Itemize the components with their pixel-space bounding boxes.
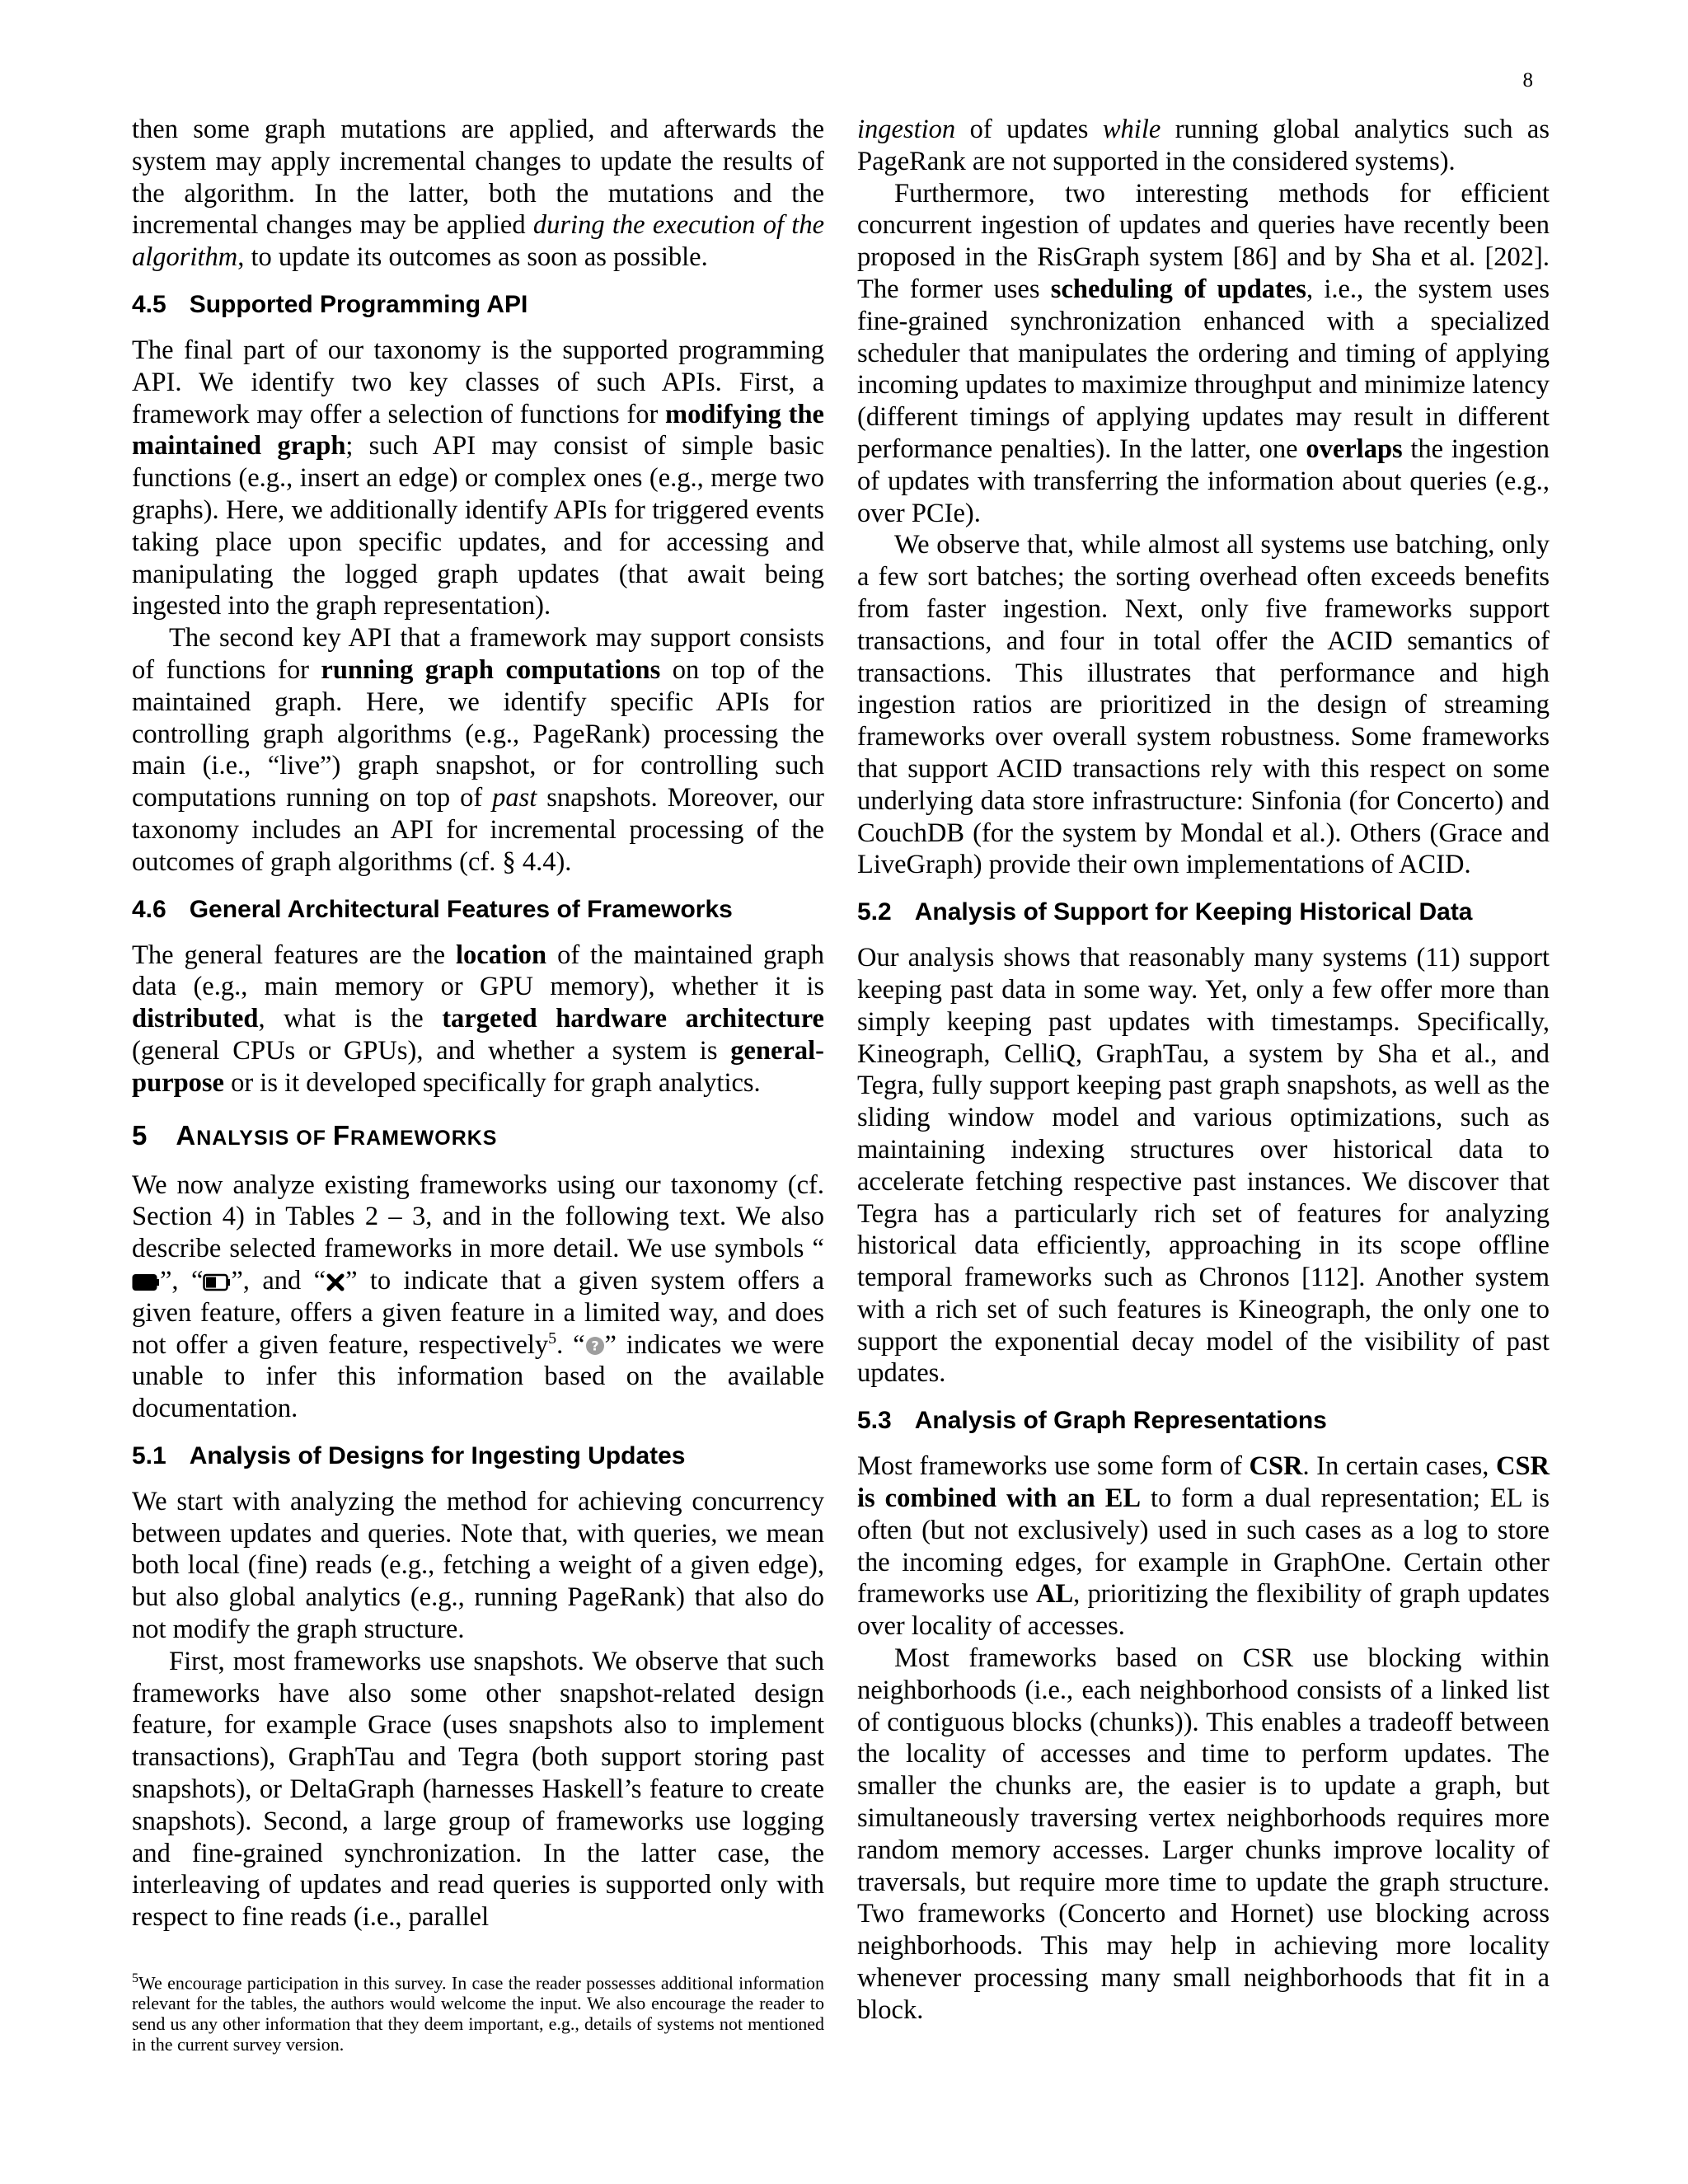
footnote: $^5$We encourage participation in this survey. In case the reader possesses additional information relevant for the tables, the authors would welcome the input. We also encourage the reader to send us any other information that they deem important, e.g., details of systems not mentioned in the current survey version. — [132, 1971, 824, 2055]
section-heading-4-5: 4.5 Supported Programming API — [132, 290, 528, 318]
section-heading-4-6: 4.6 General Architectural Features of Frameworks — [132, 895, 733, 923]
paragraph-observe: We observe that, while almost all systems use batching, only a few sort batches; the sorting overhead often exceeds benefits from faster ingestion. Next, only five frameworks support transactions, and four in total offer the ACID semantics of transactions. This illustrates that performance and high ingestion ratios are prioritized in the design of streaming frameworks over overall system robustness. Some frameworks that support ACID transactions rely with this respect on some underlying data store infrastructure: Sinfonia (for Concerto) and CouchDB (for the system by Mondal et al.). Others (Grace and LiveGraph) provide their own implementations of ACID. — [857, 530, 1550, 880]
full-support-icon — [132, 1273, 160, 1291]
paragraph-ingesting-1: We start with analyzing the method for achieving concurrency between updates and queries. Note that, with queries, we mean both local (fine) reads (e.g., fetching a weight of a given edge), but also global analytics (e.g., running PageRank) that also do not modify the graph structure. — [132, 1486, 824, 1645]
section-heading-5-3: 5.3 Analysis of Graph Representations — [857, 1407, 1327, 1435]
paragraph-api-2: The second key API that a framework may support consists of functions for running graph computations on top of the maintained graph. Here, we identify specific APIs for controlling graph algorithms (e.g., PageRank) processing the main (i.e., “live”) graph snapshot, or for controlling such computations running on top of past snapshots. Moreover, our taxonomy includes an API for incremental processing of the outcomes of graph algorithms (cf. § 4.4). — [132, 623, 825, 877]
page-number: 8 — [1522, 69, 1533, 91]
paragraph-continued: ingestion of updates while running global analytics such as PageRank are not supported in the considered systems). — [857, 115, 1550, 176]
paragraph-historical: Our analysis shows that reasonably many systems (11) support keeping past data in some way. Yet, only a few offer more than simply keeping past updates with timestamps. Specifically, Kineograph, CelliQ, GraphTau, a system by Sha et al., and Tegra, fully support keeping past graph snapshots, as well as the sliding window model and various optimizations, such as maintaining indexing structures over historical data to accelerate fetching respective past instances. We discover that Tegra has a particularly rich set of features for analyzing historical data efficiently, approaching in its scope offline temporal frameworks such as Chronos [112]. Another system with a rich set of such features is Kineograph, the only one to support the exponential decay model of the visibility of past updates. — [857, 943, 1550, 1389]
paragraph-ingesting-2: First, most frameworks use snapshots. We observe that such frameworks have also some other snapshot-related design feature, for example Grace (uses snapshots also to implement transactions), GraphTau and Tegra (both support storing past snapshots), or DeltaGraph (harnesses Haskell’s feature to create snapshots). Second, a large group of frameworks use logging and fine-grained synchronization. In the latter case, the interleaving of updates and read queries is supported only with respect to fine reads (i.e., parallel — [132, 1646, 824, 1933]
paragraph-api-1: The final part of our taxonomy is the supported programming API. We identify two key classes of such APIs. First, a framework may offer a selection of functions for modifying the maintained graph; such API may consist of simple basic functions (e.g., insert an edge) or complex ones (e.g., merge two graphs). Here, we additionally identify APIs for triggered events taking place upon specific updates, and for accessing and manipulating the logged graph updates (that await being ingested into the graph representation). — [132, 335, 824, 621]
partial-support-icon — [203, 1273, 231, 1291]
unknown-icon — [585, 1336, 605, 1356]
left-column — [132, 114, 824, 1933]
svg-text:?: ? — [590, 1338, 599, 1353]
right-column — [857, 114, 1550, 2027]
paragraph-representations-1: Most frameworks use some form of CSR. In certain cases, CSR is combined with an EL to form a dual representation; EL is often (but not exclusively) used in such cases as a log to store the incoming edges, for example in GraphOne. Certain other frameworks use AL, prioritizing the flexibility of graph updates over locality of accesses. — [857, 1451, 1550, 1642]
paragraph-general-features: The general features are the location of the maintained graph data (e.g., main memory or GPU memory), whether it is distributed, what is the targeted hardware architecture (general CPUs or GPUs), and whether a system is general-purpose or is it developed specifically for graph analytics. — [132, 940, 824, 1098]
no-support-icon — [326, 1273, 345, 1291]
footnote-reference: 5 — [548, 1329, 557, 1347]
section-heading-5-2: 5.2 Analysis of Support for Keeping Historical Data — [857, 898, 1473, 926]
paragraph-representations-2: Most frameworks based on CSR use blocking within neighborhoods (i.e., each neighborhood consists of a linked list of contiguous blocks (chunks)). This enables a tradeoff between the locality of accesses and time to perform updates. The smaller the chunks are, the easier is to update a graph, but simultaneously traversing vertex neighborhoods requires more random memory accesses. Larger chunks improve locality of traversals, but require more time to update the graph structure. Two frameworks (Concerto and Hornet) use blocking across neighborhoods. This may help in achieving more locality whenever processing many small neighborhoods that fit in a block. — [857, 1643, 1550, 2025]
paragraph-analysis: We now analyze existing frameworks using our taxonomy (cf. Section 4) in Tables 2 – 3, and in the following text. We also describe selected frameworks in more detail. We use symbols “”, “ ”, and “ ” to indicate that a given system offers a given feature, offers a given feature in a limited way, and does not offer a given feature, respectively$^5$. “ ? ” indicates we were unable to infer this information based on the available documentation. — [132, 1169, 825, 1424]
paragraph-intro: then some graph mutations are applied, and afterwards the system may apply incremental changes to update the results of the algorithm. In the latter, both the mutations and the incremental changes may be applied during the execution of the algorithm, to update its outcomes as soon as possible. — [132, 115, 824, 273]
section-heading-5: 5 ANALYSIS OF FRAMEWORKS — [132, 1119, 498, 1151]
paragraph-furthermore: Furthermore, two interesting methods for efficient concurrent ingestion of updates and queries have recently been proposed in the RisGraph system [86] and by Sha et al. [202]. The former uses scheduling of updates, i.e., the system uses fine-grained synchronization enhanced with a specialized scheduler that manipulates the ordering and timing of applying incoming updates to maximize throughput and minimize latency (different timings of applying updates may result in different performance penalties). In the latter, one overlaps the ingestion of updates with transferring the information about queries (e.g., over PCIe). — [857, 178, 1550, 528]
section-heading-5-1: 5.1 Analysis of Designs for Ingesting Updates — [132, 1441, 686, 1469]
